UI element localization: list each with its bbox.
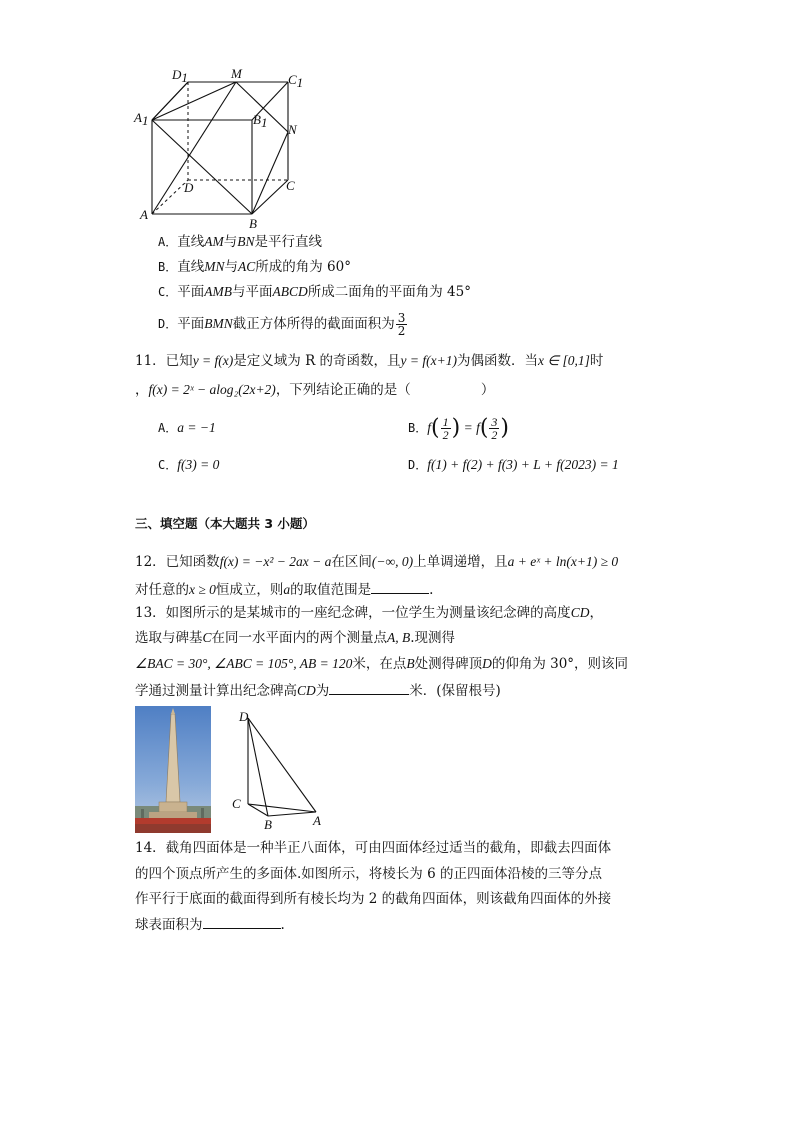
monument-photo	[135, 706, 211, 833]
q10-option-d: D．平面BMN截正方体所得的截面面积为 $\frac{3}{2}$	[158, 311, 406, 338]
segment-bn	[252, 132, 288, 214]
label-b: B	[249, 216, 257, 230]
q13-stem-line1: 13．如图所示的是某城市的一座纪念碑，一位学生为测量该纪念碑的高度CD，	[135, 605, 603, 621]
label-m: M	[231, 66, 242, 81]
cube-figure	[130, 62, 310, 230]
label-d-top: D	[239, 709, 249, 724]
label-b1: B1	[253, 112, 268, 130]
fraction-3-2: $\frac{3}{2}$	[397, 311, 406, 338]
q13-stem-line4: 学通过测量计算出纪念碑高CD为 米．(保留根号)	[135, 680, 501, 701]
segment-am	[152, 82, 236, 214]
q14-stem-line1: 14．截角四面体是一种半正八面体，可由四面体经过适当的截角，即截去四面体	[135, 840, 612, 856]
label-a: A	[140, 207, 148, 222]
label-c-base: C	[232, 796, 241, 811]
q11-stem-line2: ，f(x) = 2ˣ − alog₂(2x+2)，下列结论正确的是（ ）	[135, 382, 495, 398]
label-d: D	[184, 180, 194, 195]
segment-d1a1	[152, 82, 188, 120]
q13-answer-blank[interactable]	[329, 680, 409, 695]
q10-option-b: B．直线MN与AC所成的角为 60°	[158, 259, 351, 275]
q11-option-c: C．f(3) = 0	[158, 457, 220, 472]
q10-option-c: C．平面AMB与平面ABCD所成二面角的平面角为 45°	[158, 284, 471, 300]
label-a-point: A	[313, 813, 321, 828]
q14-answer-blank[interactable]	[203, 914, 281, 929]
elevation-figure	[228, 708, 328, 832]
segment-ca	[248, 804, 316, 812]
q10-option-a: A．直线AM与BN是平行直线	[158, 234, 322, 250]
label-b-point: B	[264, 817, 272, 832]
label-n: N	[288, 122, 297, 137]
label-c1: C1	[288, 72, 304, 90]
segment-da	[248, 718, 316, 812]
q11-option-a: A．a = −1	[158, 420, 216, 435]
q11-option-b: B．f( $\frac{1}{2}$ ) = f( $\frac{3}{2}$ )	[408, 415, 510, 442]
q12-stem-line1: 12．已知函数f(x) = −x² − 2ax − a在区间(−∞, 0)上单调递增，且a + eˣ + ln(x+1) ≥ 0	[135, 554, 619, 570]
q14-stem-line4: 球表面积为 .	[135, 914, 285, 935]
label-c: C	[286, 178, 295, 193]
q12-stem-line2: 对任意的x ≥ 0恒成立，则a的取值范围是 .	[135, 579, 433, 600]
edge-bc	[252, 180, 288, 214]
label-d1: D1	[172, 67, 188, 85]
q13-stem-line2: 选取与碑基C在同一水平面内的两个测量点A, B.现测得	[135, 630, 456, 646]
q12-answer-blank[interactable]	[371, 579, 429, 594]
segment-ba	[268, 812, 316, 816]
q11-option-d: D．f(1) + f(2) + f(3) + L + f(2023) = 1	[408, 457, 619, 472]
q14-stem-line3: 作平行于底面的截面得到所有棱长均为 2 的截角四面体，则该截角四面体的外接	[135, 891, 612, 907]
q14-stem-line2: 的四个顶点所产生的多面体.如图所示，将棱长为 6 的正四面体沿棱的三等分点	[135, 866, 602, 882]
q13-stem-line3: ∠BAC = 30°, ∠ABC = 105°, AB = 120米，在点B处测得碑顶D的仰角为 30°，则该同	[135, 656, 629, 672]
section-heading: 三、填空题（本大题共 3 小题）	[135, 516, 315, 531]
label-a1: A1	[134, 110, 149, 128]
q11-stem-line1: 11．已知y = f(x)是定义域为 R 的奇函数，且y = f(x+1)为偶函数．当x ∈ [0,1]时	[135, 353, 604, 369]
